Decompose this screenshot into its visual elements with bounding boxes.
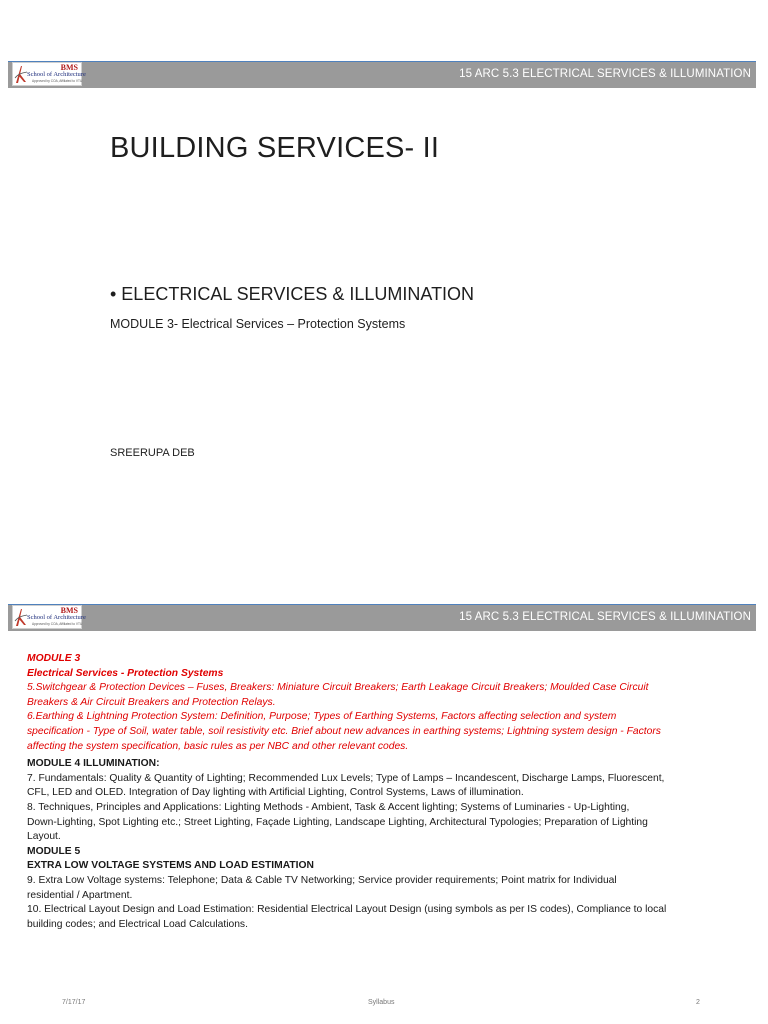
- slide1-header-bar: [8, 61, 756, 88]
- module3-heading: MODULE 3: [27, 653, 81, 664]
- course-title: 15 ARC 5.3 ELECTRICAL SERVICES & ILLUMINATION: [459, 68, 751, 80]
- presentation-title: BUILDING SERVICES- II: [110, 132, 440, 164]
- course-title: 15 ARC 5.3 ELECTRICAL SERVICES & ILLUMINATION: [459, 611, 751, 623]
- footer-label: Syllabus: [368, 999, 395, 1006]
- item5-text: 5.Switchgear & Protection Devices – Fuses, Breakers: Miniature Circuit Breakers; Earth Leakage Circuit Breakers; Moulded Case Circuit: [27, 682, 649, 694]
- item7-text: CFL, LED and OLED. Integration of Day lighting with Artificial Lighting, Control Systems, Laws of illumination.: [27, 787, 524, 799]
- item5-text: Breakers & Air Circuit Breakers and Protection Relays.: [27, 696, 276, 708]
- author-name: SREERUPA DEB: [110, 447, 195, 459]
- topic-bullet: • ELECTRICAL SERVICES & ILLUMINATION: [110, 284, 475, 304]
- slide2-header-bar: [8, 604, 756, 631]
- item9-text: 9. Extra Low Voltage systems: Telephone; Data & Cable TV Networking; Service provider requirements; Point matrix for Individual: [27, 874, 617, 886]
- school-logo: [12, 62, 86, 86]
- module5-subheading: EXTRA LOW VOLTAGE SYSTEMS AND LOAD ESTIMATION: [27, 860, 314, 872]
- item9-text: residential / Apartment.: [27, 889, 133, 901]
- footer-page-number: 2: [696, 999, 700, 1006]
- item10-text: 10. Electrical Layout Design and Load Estimation: Residential Electrical Layout Design (using symbols as per IS codes), Compliance to local: [27, 904, 667, 916]
- logo-emblem-icon: [14, 607, 28, 627]
- logo-emblem-icon: [14, 64, 28, 84]
- module3-subheading: Electrical Services - Protection Systems: [27, 667, 224, 679]
- item6-text: affecting the system specification, basic rules as per NBC and other relevant codes.: [27, 740, 409, 752]
- item8-text: Down-Lighting, Spot Lighting etc.; Street Lighting, Façade Lighting, Landscape Lighting, Architectural Typologies; Preparation of Lighting: [27, 816, 648, 828]
- logo-school-name: School of Architecture: [27, 614, 86, 621]
- item8-text: Layout.: [27, 831, 61, 843]
- module5-heading: MODULE 5: [27, 845, 81, 857]
- module4-heading: MODULE 4 ILLUMINATION:: [27, 758, 160, 770]
- school-logo: [12, 605, 86, 629]
- logo-abbrev: BMS: [60, 606, 78, 615]
- footer-date: 7/17/17: [62, 999, 86, 1006]
- item10-text: building codes; and Electrical Load Calculations.: [27, 918, 248, 930]
- logo-abbrev: BMS: [60, 63, 78, 72]
- item7-text: 7. Fundamentals: Quality & Quantity of Lighting; Recommended Lux Levels; Type of Lamps – Incandescent, Discharge Lamps, Fluorescent,: [27, 772, 665, 784]
- logo-subtitle: Approved by COA, Affiliated to VTU: [32, 79, 83, 83]
- logo-subtitle: Approved by COA, Affiliated to VTU: [32, 622, 83, 626]
- item8-text: 8. Techniques, Principles and Applications: Lighting Methods - Ambient, Task & Accent lighting; Systems of Luminaries - Up-Lighting,: [27, 801, 630, 813]
- item6-text: specification - Type of Soil, water table, soil resistivity etc. Brief about new advances in earthing systems; Lightning system design - Factors: [27, 725, 661, 737]
- syllabus-content: [27, 652, 733, 932]
- module-subtitle: MODULE 3- Electrical Services – Protection Systems: [110, 317, 406, 331]
- item6-text: 6.Earthing & Lightning Protection System: Definition, Purpose; Types of Earthing Systems, Factors affecting selection and system: [27, 711, 617, 723]
- logo-school-name: School of Architecture: [27, 71, 86, 78]
